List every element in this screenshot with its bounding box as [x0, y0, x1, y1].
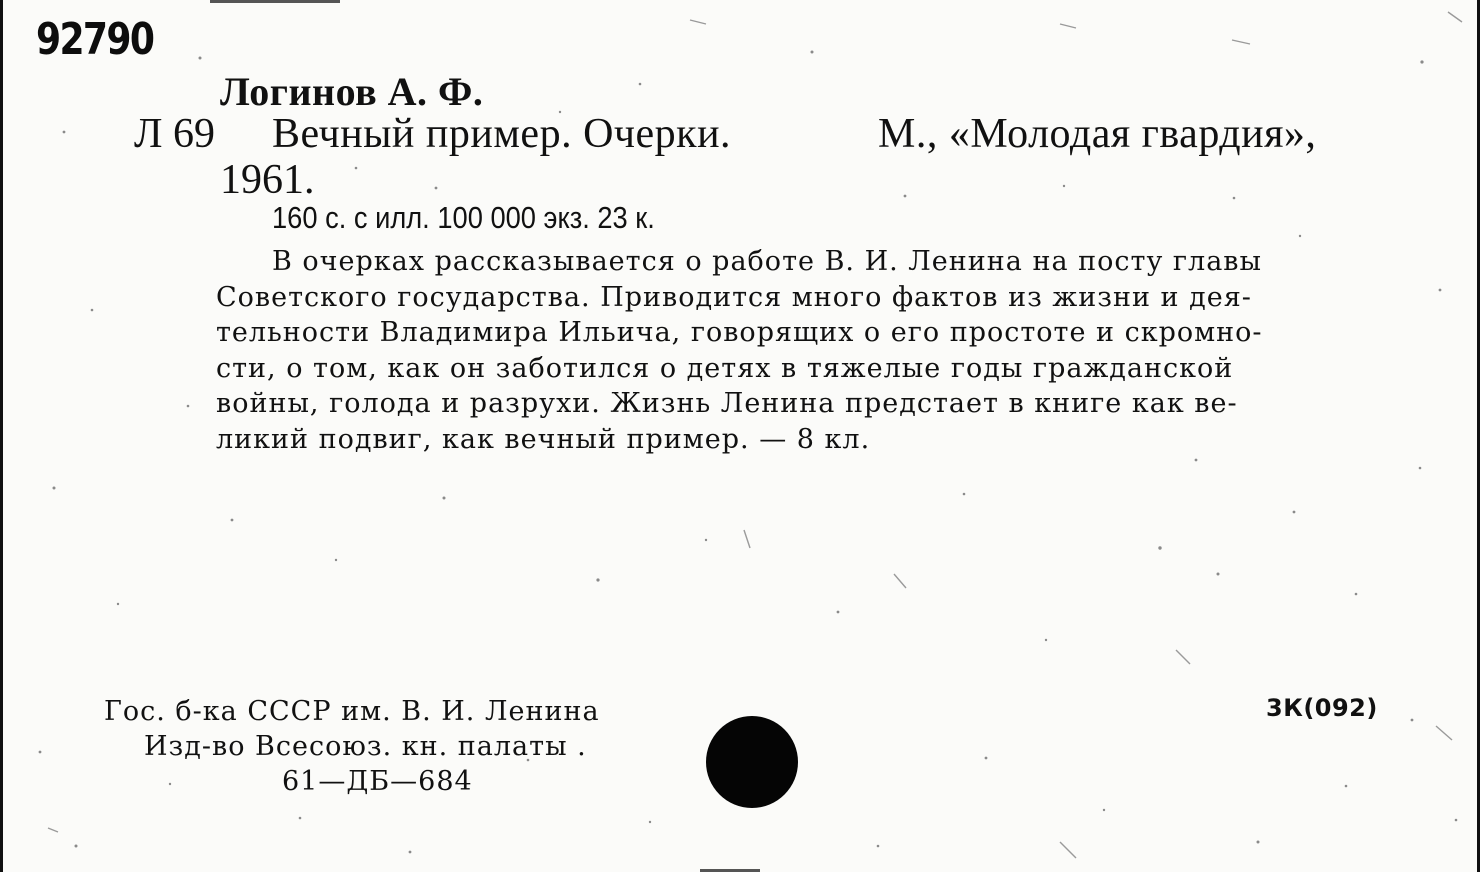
annotation-line: войны, голода и разрухи. Жизнь Ленина предстает в книге как ве-: [216, 388, 1238, 419]
publication-year: 1961.: [220, 157, 315, 203]
book-title: Вечный пример. Очерки.: [272, 111, 732, 157]
annotation-line: В очерках рассказывается о работе В. И. Ленина на посту главы: [272, 246, 1262, 277]
shelfmark: Л 69: [134, 111, 215, 157]
annotation: [216, 244, 1386, 457]
inventory-number: 92790: [36, 14, 154, 65]
annotation-line: Советского государства. Приводится много фактов из жизни и дея-: [216, 281, 1252, 313]
punch-hole: [706, 716, 798, 808]
annotation-line: ликий подвиг, как вечный пример. — 8 кл.: [216, 423, 871, 455]
printing-house: Изд-во Всесоюз. кн. палаты .: [144, 731, 587, 762]
author-heading: Логинов А. Ф.: [220, 69, 484, 114]
place-publisher: М., «Молодая гвардия»,: [878, 111, 1317, 157]
classification-code: 3К(092): [1266, 694, 1378, 722]
library-imprint: Гос. б-ка СССР им. В. И. Ленина: [104, 696, 600, 727]
annotation-line: сти, о том, как он заботился о детях в тяжелые годы гражданской: [216, 352, 1234, 384]
order-code: 61—ДБ—684: [282, 766, 473, 797]
annotation-line: тельности Владимира Ильича, говорящих о его простоте и скромно-: [216, 317, 1263, 348]
physical-description: 160 с. с илл. 100 000 экз. 23 к.: [272, 200, 655, 235]
